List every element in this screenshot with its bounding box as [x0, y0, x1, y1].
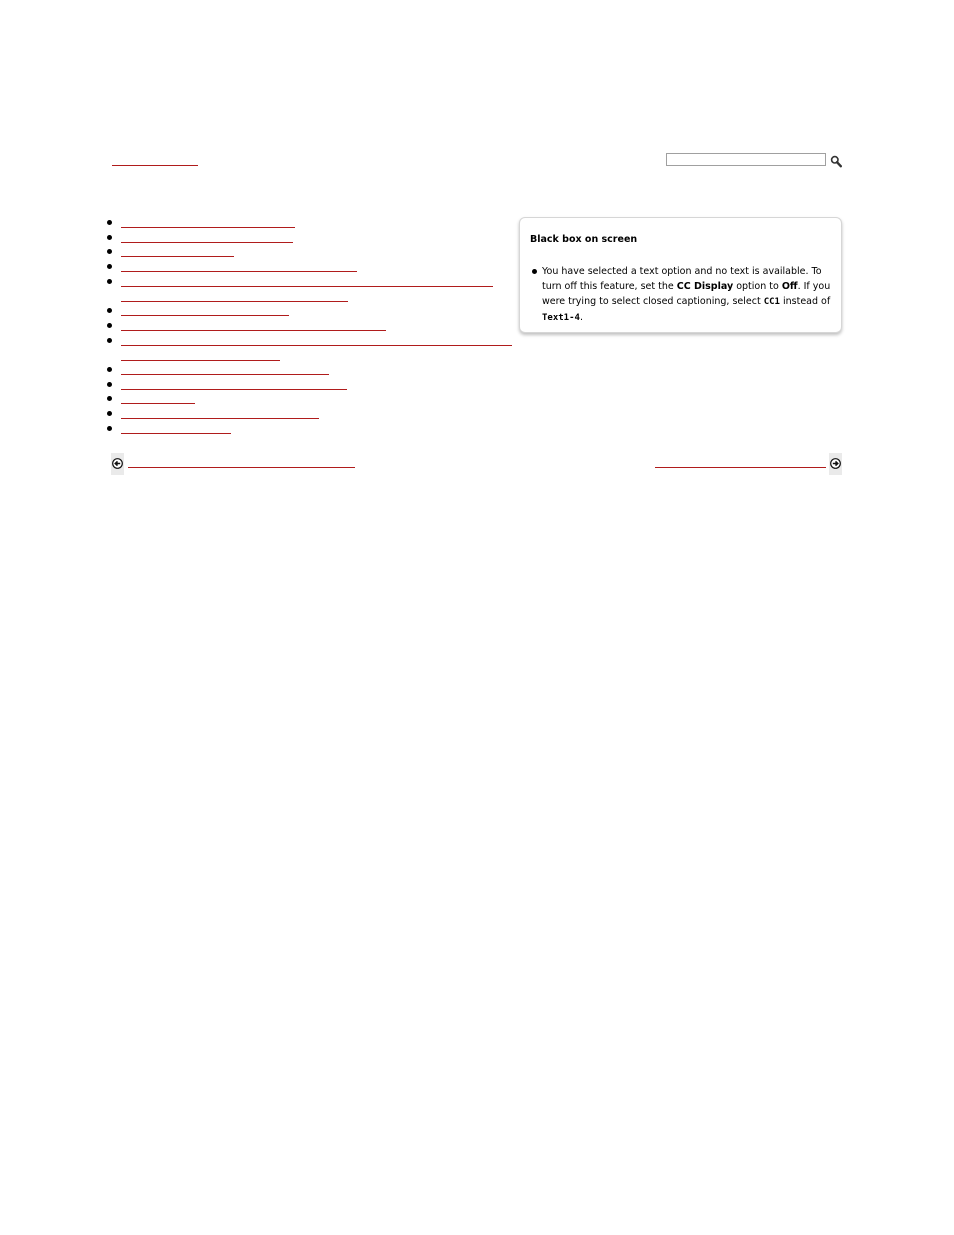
list-item: [104, 217, 512, 232]
list-item: [104, 379, 512, 394]
top-link[interactable]: [112, 154, 198, 166]
previous-page-button[interactable]: [111, 453, 124, 475]
list-item: [104, 232, 512, 247]
next-page-button[interactable]: [829, 453, 842, 475]
info-box-text: You have selected a text option and no text is available. To turn off this feature, set the CC Display option to Off. If you were trying to select closed captioning, select CC1 instead of Text1-4.: [542, 266, 831, 323]
list-item: [104, 335, 512, 364]
list-item: [104, 408, 512, 423]
search-input[interactable]: [666, 153, 826, 166]
topic-link[interactable]: [121, 364, 329, 375]
list-item: [104, 393, 512, 408]
topic-link[interactable]: [121, 261, 357, 272]
list-item: [104, 261, 512, 276]
previous-page-link[interactable]: [128, 457, 355, 468]
topic-link[interactable]: [121, 305, 289, 316]
topic-link[interactable]: [121, 408, 319, 419]
topic-link[interactable]: [121, 276, 493, 287]
topic-link[interactable]: [121, 217, 295, 228]
arrow-left-icon: [112, 458, 123, 469]
magnifier-icon: [830, 155, 842, 168]
topic-link[interactable]: [121, 393, 195, 404]
list-item: [104, 320, 512, 335]
topic-link[interactable]: [121, 320, 386, 331]
topic-link[interactable]: [121, 335, 512, 346]
arrow-right-icon: [830, 458, 841, 469]
topic-link[interactable]: [121, 246, 234, 257]
list-item: [104, 423, 512, 438]
next-page-link[interactable]: [655, 457, 826, 468]
info-box: [519, 217, 842, 333]
topic-link-continued[interactable]: [121, 291, 348, 302]
cc1-value: CC1: [763, 297, 780, 307]
topic-link-continued[interactable]: [121, 350, 280, 361]
topic-link[interactable]: [121, 379, 347, 390]
topic-link[interactable]: [121, 232, 293, 243]
list-item: [104, 364, 512, 379]
text14-value: Text1-4: [542, 313, 580, 323]
off-value: Off: [781, 281, 798, 292]
info-box-title: Black box on screen: [530, 234, 638, 245]
info-bullet: [532, 269, 537, 274]
search-button[interactable]: [830, 153, 842, 166]
topic-link-list: [104, 217, 512, 437]
list-item: [104, 246, 512, 261]
list-item: [104, 276, 512, 305]
list-item: [104, 305, 512, 320]
topic-link[interactable]: [121, 423, 231, 434]
cc-display-option: CC Display: [676, 281, 734, 292]
